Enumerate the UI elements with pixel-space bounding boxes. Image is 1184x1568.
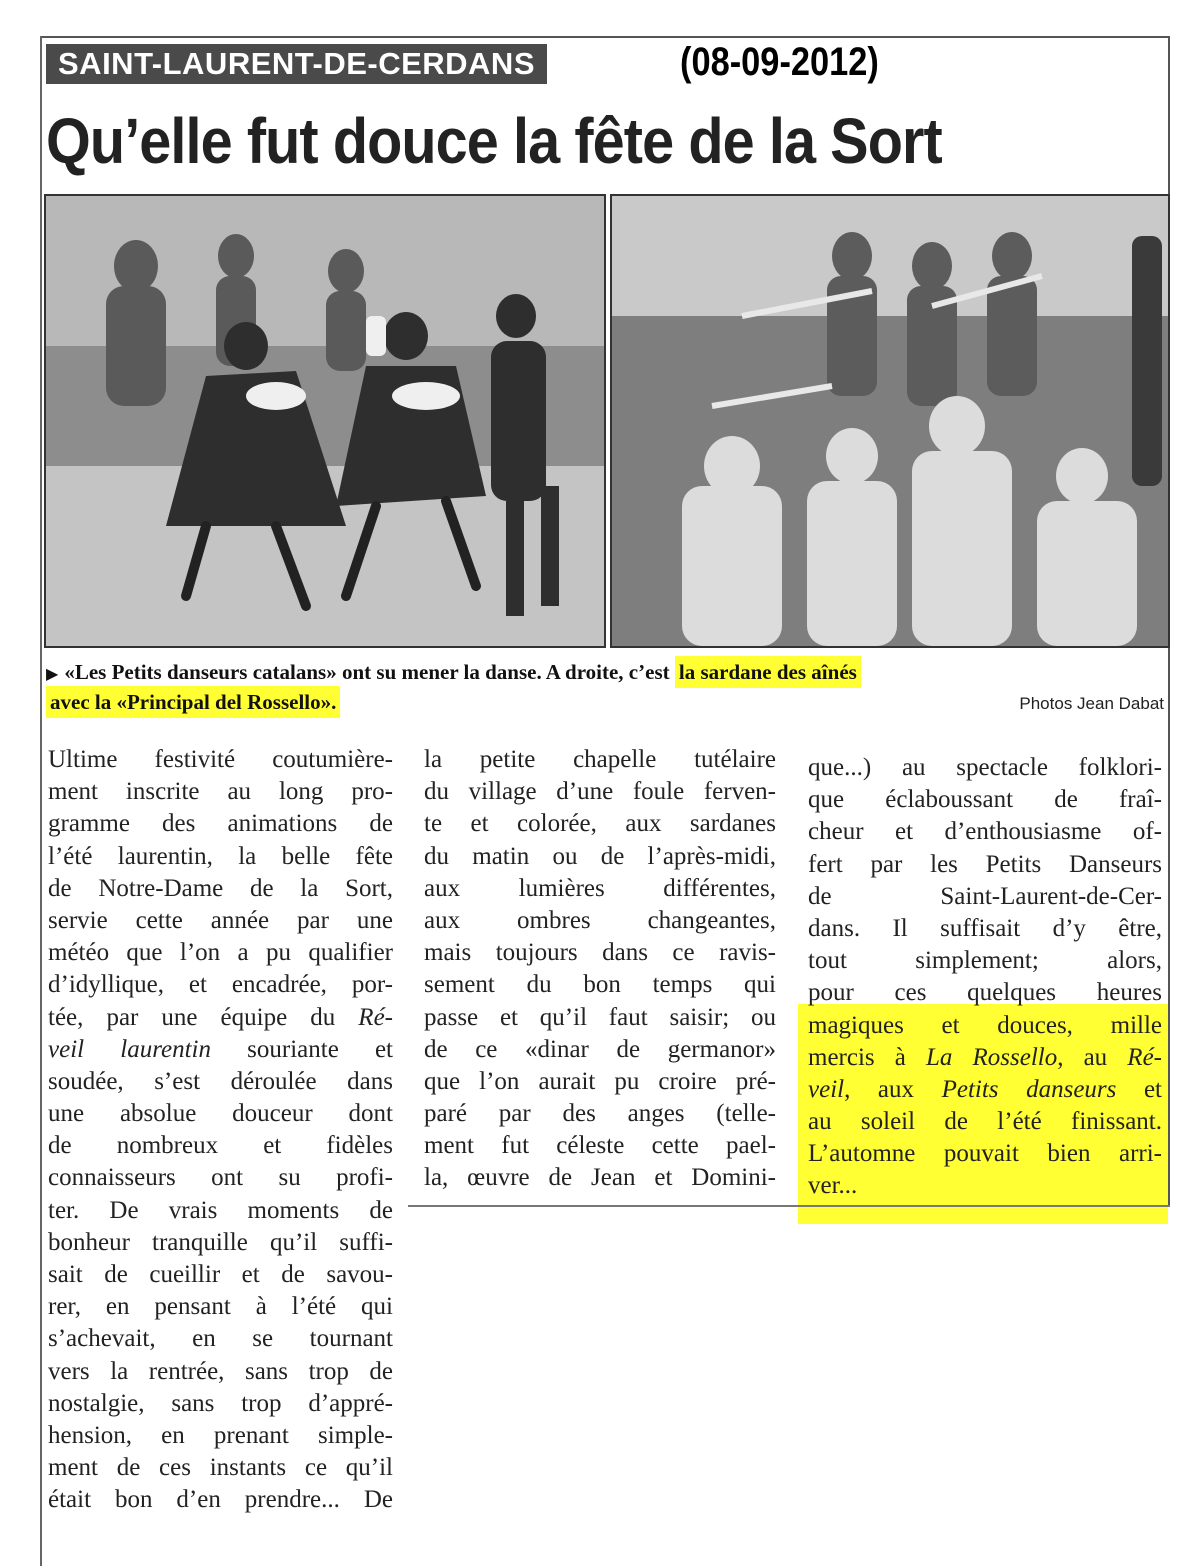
text-line: une absolue douceur dont bbox=[48, 1100, 393, 1128]
text-line bbox=[808, 1074, 1162, 1106]
text-line: servie cette année par une bbox=[48, 906, 393, 934]
text-line bbox=[48, 1002, 393, 1034]
text-line: du village d’une foule ferven- bbox=[424, 778, 776, 806]
italic-fragment: veil bbox=[808, 1075, 845, 1103]
text-line: rer, en pensant à l’été qui bbox=[48, 1293, 393, 1321]
text-line: fert par les Petits Danseurs bbox=[808, 850, 1162, 878]
text-line: s’achevait, en se tournant bbox=[48, 1325, 393, 1353]
article-column-1 bbox=[48, 744, 393, 1517]
caption-arrow-icon: ▶ bbox=[46, 666, 59, 683]
text-line: de Notre-Dame de la Sort, bbox=[48, 874, 393, 902]
text-line: paré par des anges (telle- bbox=[424, 1100, 776, 1128]
dancers-photo bbox=[44, 194, 606, 648]
text-fragment: et bbox=[1116, 1075, 1163, 1103]
text-line: L’automne pouvait bien arri- bbox=[808, 1140, 1162, 1168]
text-line: du matin ou de l’après-midi, bbox=[424, 842, 776, 870]
text-line: que l’on aurait pu croire pré- bbox=[424, 1067, 776, 1095]
text-fragment: , au bbox=[1057, 1043, 1128, 1071]
caption-highlight-1: la sardane des aînés bbox=[675, 656, 861, 688]
text-fragment: mercis à bbox=[808, 1043, 926, 1071]
text-line: que...) au spectacle folklori- bbox=[808, 754, 1162, 781]
text-line: de nombreux et fidèles bbox=[48, 1132, 393, 1160]
text-line: aux ombres changeantes, bbox=[424, 906, 776, 934]
text-line: était bon d’en prendre... De bbox=[48, 1486, 393, 1514]
text-line: que éclaboussant de fraî- bbox=[808, 786, 1162, 814]
text-line: cheur et d’enthousiasme of- bbox=[808, 818, 1162, 846]
text-line: soudée, s’est déroulée dans bbox=[48, 1067, 393, 1095]
text-line: nostalgie, sans trop d’appré- bbox=[48, 1389, 393, 1417]
text-line: ter. De vrais moments de bbox=[48, 1196, 393, 1224]
text-line: sait de cueillir et de savou- bbox=[48, 1261, 393, 1288]
caption-line-2 bbox=[46, 686, 340, 718]
article-column-3 bbox=[808, 752, 1162, 1203]
italic-fragment: La Rossello bbox=[925, 1043, 1058, 1071]
text-line: vers la rentrée, sans trop de bbox=[48, 1357, 393, 1385]
text-line: de Saint-Laurent-de-Cer- bbox=[808, 882, 1162, 910]
text-line: magiques et douces, mille bbox=[808, 1011, 1162, 1039]
text-line: bonheur tranquille qu’il suffi- bbox=[48, 1228, 393, 1256]
text-fragment: , aux bbox=[844, 1075, 942, 1103]
text-line: dans. Il suffisait d’y être, bbox=[808, 914, 1162, 942]
text-line bbox=[48, 1034, 393, 1066]
text-line: gramme des animations de bbox=[48, 810, 393, 838]
location-kicker: SAINT-LAURENT-DE-CERDANS bbox=[46, 44, 547, 84]
headline: Qu’elle fut douce la fête de la Sort bbox=[46, 105, 942, 177]
text-line: sement du bon temps qui bbox=[424, 971, 776, 999]
handwritten-date: (08-09-2012) bbox=[680, 40, 879, 84]
italic-fragment: veil laurentin bbox=[48, 1035, 211, 1063]
text-line: passe et qu’il faut saisir; ou bbox=[424, 1003, 776, 1031]
text-line: ment de ces instants ce qu’il bbox=[48, 1454, 393, 1482]
text-line: connaisseurs ont su profi- bbox=[48, 1164, 393, 1192]
italic-fragment: Ré- bbox=[1127, 1043, 1162, 1071]
clipping-edge-left bbox=[40, 36, 42, 1566]
orchestra-photo bbox=[610, 194, 1170, 648]
clipping-edge-bottom bbox=[408, 1205, 1170, 1207]
text-line: aux lumières différentes, bbox=[424, 874, 776, 902]
text-line: te et colorée, aux sardanes bbox=[424, 810, 776, 838]
text-line: ment inscrite au long pro- bbox=[48, 778, 393, 806]
text-line: l’été laurentin, la belle fête bbox=[48, 842, 393, 870]
text-line: ver... bbox=[808, 1172, 858, 1200]
text-line: pour ces quelques heures bbox=[808, 979, 1162, 1007]
text-line: d’idyllique, et encadrée, por- bbox=[48, 971, 393, 999]
text-line: de ce «dinar de germanor» bbox=[424, 1035, 776, 1063]
text-fragment: souriante et bbox=[210, 1035, 393, 1063]
italic-fragment: Ré- bbox=[358, 1003, 393, 1031]
text-fragment: tée, par une équipe du bbox=[48, 1003, 359, 1031]
caption-text: «Les Petits danseurs catalans» ont su mener la danse. A droite, c’est bbox=[64, 660, 675, 684]
text-line: tout simplement; alors, bbox=[808, 947, 1162, 975]
text-line: ment fut céleste cette pael- bbox=[424, 1132, 776, 1160]
article-column-2 bbox=[424, 744, 776, 1195]
clipping-edge-top bbox=[40, 36, 1170, 38]
photo-credit: Photos Jean Dabat bbox=[1019, 694, 1164, 713]
text-line bbox=[808, 1042, 1162, 1074]
text-line: la, œuvre de Jean et Domini- bbox=[424, 1164, 776, 1192]
caption-highlight-2: avec la «Principal del Rossello». bbox=[46, 686, 340, 718]
text-line: Ultime festivité coutumière- bbox=[48, 746, 393, 773]
italic-fragment: Petits danseurs bbox=[941, 1075, 1117, 1103]
text-line: hension, en prenant simple- bbox=[48, 1421, 393, 1449]
text-line: au soleil de l’été finissant. bbox=[808, 1108, 1162, 1136]
text-line: mais toujours dans ce ravis- bbox=[424, 939, 776, 967]
text-line: météo que l’on a pu qualifier bbox=[48, 939, 393, 967]
text-line: la petite chapelle tutélaire bbox=[424, 746, 776, 773]
